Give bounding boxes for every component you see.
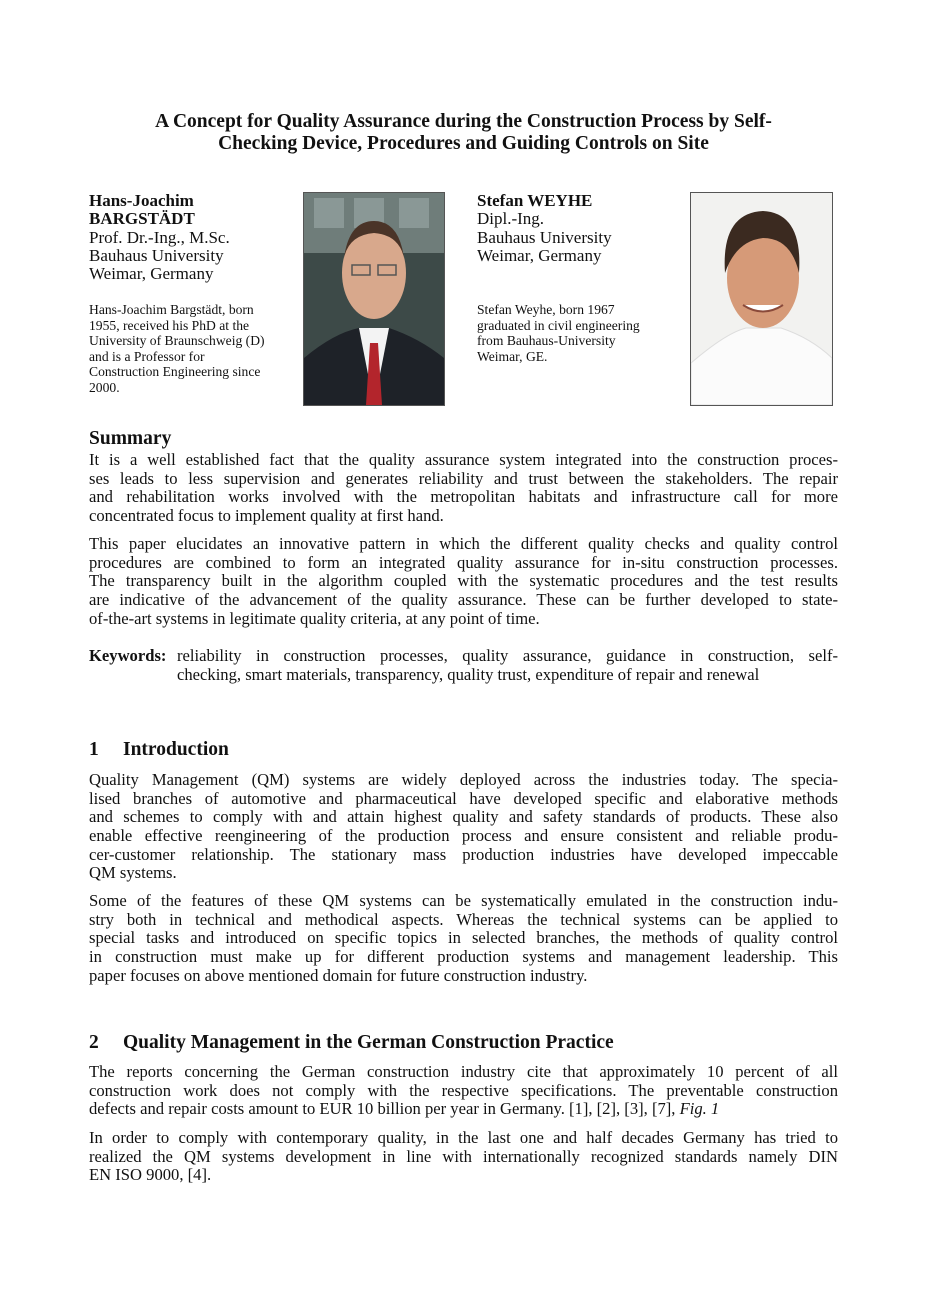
text-line: and schemes to comply with and attain highest quality and safety standards of products. These also [89,807,838,827]
text-line: Construction Engineering since [89,364,261,380]
section-title: Quality Management in the German Construction Practice [123,1032,614,1053]
text-line: cer-customer relationship. The stationary mass production industries have developed impeccable [89,844,838,864]
text-line: This paper elucidates an innovative pattern in which the different quality checks and quality control [89,534,838,553]
summary-paragraph-1 [89,451,838,526]
summary-heading: Summary [89,428,172,449]
author1-location: Weimar, Germany [89,264,214,284]
text-line: and rehabilitation works involved with the metropolitan habitats and infrastructure call for more [89,487,838,507]
text-line: EN ISO 9000, [4]. [89,1165,212,1185]
text-line: from Bauhaus-University [477,333,616,349]
text-line: Quality Management (QM) systems are widely deployed across the industries today. The specia- [89,770,838,789]
text-line: reliability in construction processes, quality assurance, guidance in construction, self- [177,646,838,665]
title-line: A Concept for Quality Assurance during the Construction Process by Self- [155,111,772,132]
author2-affiliation: Bauhaus University [477,227,612,247]
text-line: Stefan Weyhe, born 1967 [477,302,615,317]
text-line: University of Braunschweig (D) [89,333,265,349]
author2-name: Stefan WEYHE [477,191,593,210]
author2-degree: Dipl.-Ing. [477,209,545,229]
text-line: paper focuses on above mentioned domain for future construction industry. [89,965,588,985]
text-line: procedures are combined to form an integrated quality assurance for in-situ construction processes. [89,552,838,572]
keywords [89,647,838,684]
text-line: Weimar, GE. [477,348,548,364]
author2-info [477,192,612,265]
author1-photo [303,192,445,406]
text-line: enable effective reengineering of the production process and ensure consistent and reliable produ- [89,826,838,846]
text-line: are indicative of the advancement of the quality assurance. These can be further developed to state- [89,590,838,610]
author2-photo [690,192,833,406]
text-line: ses leads to less supervision and generates reliability and trust between the stakeholders. The repair [89,468,838,488]
text-line: realized the QM systems development in line with internationally recognized standards namely DIN [89,1146,838,1166]
text-line: 2000. [89,379,120,395]
section2-paragraph-2 [89,1129,838,1185]
section2-paragraph-1 [89,1063,838,1119]
text-line: 1955, received his PhD at the [89,317,250,333]
author2-location: Weimar, Germany [477,245,602,265]
summary-paragraph-2 [89,535,838,628]
text-line: of-the-art systems in legitimate quality criteria, at any point of time. [89,608,540,628]
intro-paragraph-2 [89,892,838,985]
section-2-heading [89,1032,614,1054]
text-line: graduated in civil engineering [477,317,640,333]
author2-bio [477,302,640,364]
section-number: 2 [89,1032,99,1053]
text-line: It is a well established fact that the quality assurance system integrated into the construction proces- [89,450,838,469]
author1-info [89,192,230,283]
text-line: special tasks and introduced on specific topics in selected branches, the methods of quality control [89,928,838,948]
text-line: Some of the features of these QM systems can be systematically emulated in the construction indu- [89,891,838,910]
keywords-label: Keywords: [89,646,167,665]
text-line: Hans-Joachim Bargstädt, born [89,302,254,317]
intro-paragraph-1 [89,771,838,883]
text-line: The reports concerning the German construction industry cite that approximately 10 percent of all [89,1062,838,1081]
author1-name: Hans-Joachim [89,191,194,210]
text-line [89,1100,838,1119]
title-line: Checking Device, Procedures and Guiding Controls on Site [218,132,709,154]
text-line: The transparency built in the algorithm coupled with the systematic procedures and the test results [89,571,838,591]
text-line: In order to comply with contemporary quality, in the last one and half decades Germany has tried to [89,1128,838,1147]
text-line: checking, smart materials, transparency, quality trust, expenditure of repair and renewal [177,664,760,684]
author1-bio [89,302,265,396]
author1-surname: BARGSTÄDT [89,209,195,229]
keywords-text [177,647,838,684]
text-line: concentrated focus to implement quality at first hand. [89,506,444,526]
section-number: 1 [89,739,99,760]
section-1-heading [89,739,229,761]
figure-reference-link[interactable]: Fig. 1 [679,1099,720,1119]
text-line: and is a Professor for [89,348,205,364]
text-line: construction work does not comply with the respective specifications. The preventable construction [89,1080,838,1100]
text-line: stry both in technical and methodical aspects. Whereas the technical systems can be applied to [89,909,838,929]
author1-affiliation: Bauhaus University [89,245,224,265]
author1-degree: Prof. Dr.-Ing., M.Sc. [89,227,230,247]
text-line: lised branches of automotive and pharmaceutical have developed specific and elaborative methods [89,788,838,808]
text-line: in construction must make up for different production systems and management leadership. This [89,947,838,967]
text-line: QM systems. [89,863,177,883]
section-title: Introduction [123,739,229,760]
text-fragment: defects and repair costs amount to EUR 10 billion per year in Germany. [1], [2], [3], [7], [89,1099,680,1119]
paper-title [89,111,838,154]
